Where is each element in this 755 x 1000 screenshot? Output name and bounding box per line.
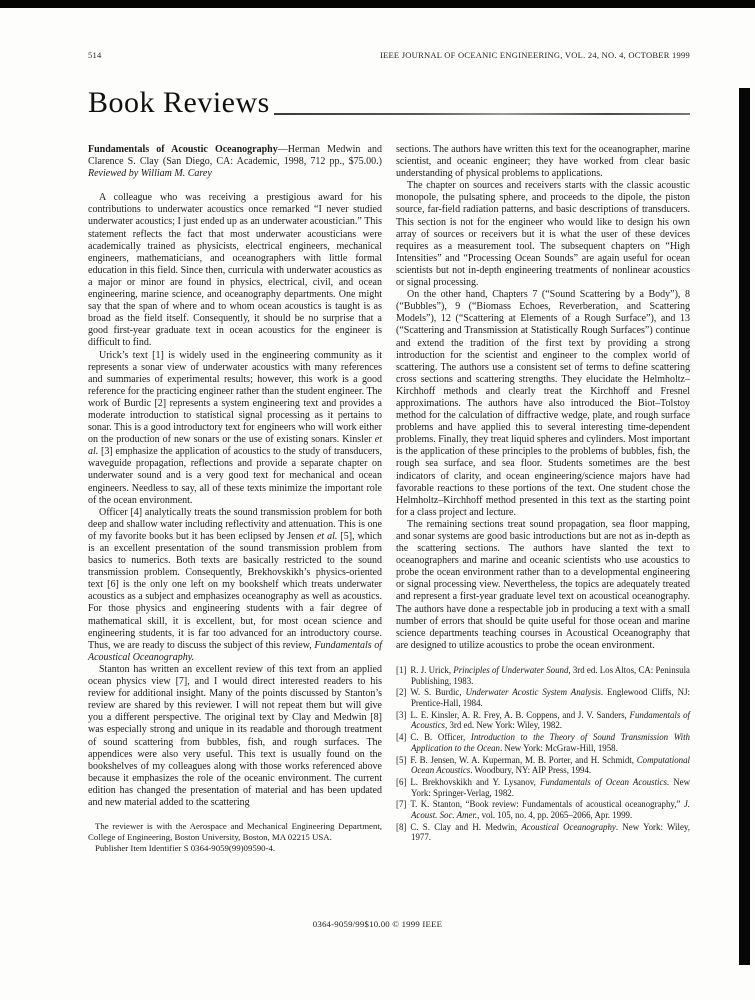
section-title-row [88,82,690,118]
two-column-body [88,144,690,854]
reference-text: L. Brekhovskikh and Y. Lysanov, Fundamentals of Ocean Acoustics. New York: Springer-Verlag, 1982. [410,776,690,798]
review-heading-authors: —Herman Medwin and Clarence S. Clay (San Diego, CA: Academic, 1998, 712 pp., $75.00.) [88,144,382,168]
reference-text: L. E. Kinsler, A. R. Frey, A. B. Coppens, and J. V. Sanders, Fundamentals of Acoustics, 3rd ed. New York: Wiley, 1982. [410,709,691,731]
left-column [88,144,382,854]
page-content [88,0,690,854]
reviewed-by: Reviewed by William M. Carey [88,168,212,180]
reference-text: F. B. Jensen, W. A. Kuperman, M. B. Porter, and H. Schmidt, Computational Ocean Acoustics. Woodbury, NY: AIP Press, 1994. [410,754,690,776]
reviewer-affiliation-footnote: The reviewer is with the Aerospace and Mechanical Engineering Department, College of Engineering, Boston University, Boston, MA 02215 USA. [88,821,382,843]
reference-number: [3] [396,709,407,720]
reference-item [396,777,690,798]
reference-number: [2] [396,687,407,698]
reference-number: [8] [396,821,407,832]
scan-artifact-right-bar [739,88,750,965]
reference-item [396,799,690,820]
book-title: Fundamentals of Acoustic Oceanography [88,144,278,155]
title-rule [274,113,690,115]
paragraph: On the other hand, Chapters 7 (“Sound Scattering by a Body”), 8 (“Bubbles”), 9 (“Biomass Echoes, Reverberation, and Scattering Models”), 12 (“Scattering at Elements of a Rough Surface”), and 13 (“Scattering and Transmission at Statistically Rough Surfaces”) continue and extend the tradition of the first text by providing a strong introduction for the scientist and engineer to the complex world of scattering. The authors use a consistent set of terms to define scattering cross sections and scattering strengths. They elucidate the Helmholtz–Kirchhoff methods and clearly treat the Kirchhoff and Fresnel approximations. The authors have also introduced the Biot–Tolstoy method for the calculation of diffractive wedge, plate, and rough surface problems and have applied this to several interesting time-dependent problems. Finally, they treat liquid spheres and cylinders. Most important is the application of these principles to the problems of bubbles, fish, the rough sea surface, and sea floor. Students sometimes are the best indicators of clarity, and ocean engineering/science majors have had favorable reactions to these portions of the text. One student chose the Helmholtz–Kirchhoff method presented in this text as the starting point for a class project and lecture. [396,289,690,518]
footer-copyright: 0364-9059/99$10.00 © 1999 IEEE [312,919,443,929]
reference-number: [6] [396,776,407,787]
journal-header: IEEE JOURNAL OF OCEANIC ENGINEERING, VOL. 24, NO. 4, OCTOBER 1999 [379,50,690,60]
reference-item [396,665,690,686]
reference-number: [1] [396,664,407,675]
paragraph: Officer [4] analytically treats the sound transmission problem for both deep and shallow water including reflectivity and attenuation. This is one of my favorite books but it has been eclipsed by Jensen et al. [5], which is an excellent presentation of the sound transmission problem from basics to numerics. Both texts are basically restricted to the sound transmission problem. Consequently, Brekhovskikh’s physics-oriented text [6] is the only one left on my bookshelf which treats underwater acoustics as a subject and emphasizes oceanography as well as acoustics. For those physics and engineering students with a fair degree of mathematical skill, it is excellent, but, for most ocean science and engineering students, it is far too advanced for an introductory course. Thus, we are ready to discuss the subject of this review, Fundamentals of Acoustical Oceanography. [88,506,383,663]
reference-list [396,665,690,843]
review-heading [88,144,382,180]
paragraph: sections. The authors have written this text for the oceanographer, marine scientist, and oceanic engineer; they have worked from clear basic understanding of physical problems to applications. [396,144,690,180]
paragraph: The remaining sections treat sound propagation, sea floor mapping, and sonar systems are good basic introductions but are not as in-depth as the scattering sections. The authors have slanted the text to oceanographers and marine and oceanic scientists who use acoustics to probe the ocean environment rather than to a developmental engineering or signal processing view. Nevertheless, the topics are adequately treated and represent a first-year graduate level text on acoustical oceanography. The authors have done a respectable job in producing a text with a small number of errors that should be quite useful for those ocean and marine science departments teaching courses in Acoustical Oceanography that are designed to utilize acoustics to probe the ocean environment. [396,518,690,651]
paragraph: The chapter on sources and receivers starts with the classic acoustic monopole, the pulsating sphere, and proceeds to the dipole, the piston source, far-field radiation patterns, and basic descriptions of transducers. This section is not for the engineer who would like to design his own array of sources or receivers but it is what the user of these devices requires as a measurement tool. The subsequent chapters on “High Intensities” and “Processing Ocean Sounds” are again useful for ocean scientists but not in-depth engineering treatments of nonlinear acoustics or signal processing. [396,180,690,289]
paragraph: Stanton has written an excellent review of this text from an applied ocean physics view [7], and I would direct interested readers to his review for additional insight. Many of the points discussed by Stanton’s review are shared by this reviewer. I will not repeat them but will give you a different perspective. The original text by Clay and Medwin [8] was especially strong and unique in its readable and thorough treatment of sound scattering from bubbles, fish, and rough surfaces. The appendices were also very useful. This text is usually found on the bookshelves of my colleagues along with those works referenced above because it emphasizes the role of the oceanic environment. The current edition has changed the presentation of material and has been updated and new material added to the scattering [88,663,382,808]
publisher-item-identifier: Publisher Item Identifier S 0364-9059(99)09590-4. [95,843,276,854]
page-number: 514 [88,50,102,60]
reference-item [396,687,690,708]
paragraph: A colleague who was receiving a prestigious award for his contributions to underwater acoustics once remarked “I never studied underwater acoustics; I just ended up as an underwater acoustician.” This statement reflects the fact that most underwater acousticians were academically trained as physicists, electrical engineers, mechanical engineers, mathematicians, and oceanographers with little formal education in this field. Since then, curricula with underwater acoustics as a major or minor are found in physics, electrical, civil, and ocean engineering, marine science, and oceanography departments. One might say that the span of where and to whom ocean acoustics is taught is as broad as the field itself. Consequently, it should be no surprise that a good first-year graduate text in ocean acoustics for the engineer is difficult to find. [88,192,382,349]
reference-text: T. K. Stanton, “Book review: Fundamentals of acoustical oceanography,” J. Acoust. Soc. Amer., vol. 105, no. 4, pp. 2065–2066, Apr. 1999. [410,799,690,821]
running-header [88,0,690,60]
reference-item [396,822,690,843]
reference-text: C. S. Clay and H. Medwin, Acoustical Oceanography. New York: Wiley, 1977. [410,821,690,843]
right-column [396,144,690,854]
reference-text: W. S. Burdic, Underwater Acostic System Analysis. Englewood Cliffs, NJ: Prentice-Hall, 1984. [410,687,691,709]
reference-text: C. B. Officer, Introduction to the Theory of Sound Transmission With Application to the Ocean. New York: McGraw-Hill, 1958. [410,732,690,753]
footnote-block [88,821,382,854]
reference-item [396,755,690,776]
reference-item [396,710,690,731]
reference-text: R. J. Urick, Principles of Underwater Sound, 3rd ed. Los Altos, CA: Peninsula Publishing, 1983. [410,664,690,686]
paragraph: Urick’s text [1] is widely used in the engineering community as it represents a sonar view of underwater acoustics with many references and summaries of experimental results; however, this work is a good reference for the practicing engineer rather than the student engineer. The work of Burdic [2] represents a system engineering text and provides a moderate introduction to statistical signal processing as it pertains to sonar. This is a good introductory text for engineers who will work either on the production of new sonars or the use of existing sonars. Kinsler et al. [3] emphasize the application of acoustics to the study of transducers, waveguide propagation, reflections and provide a separate chapter on underwater sound and is a very good text for mechanical and ocean engineers. Needless to say, all of these texts minimize the important role of the ocean environment. [88,349,382,506]
page-title: Book Reviews [88,86,270,119]
reference-number: [5] [396,754,407,765]
reference-number: [4] [396,732,407,743]
reference-number: [7] [396,799,407,810]
reference-item [396,732,690,753]
